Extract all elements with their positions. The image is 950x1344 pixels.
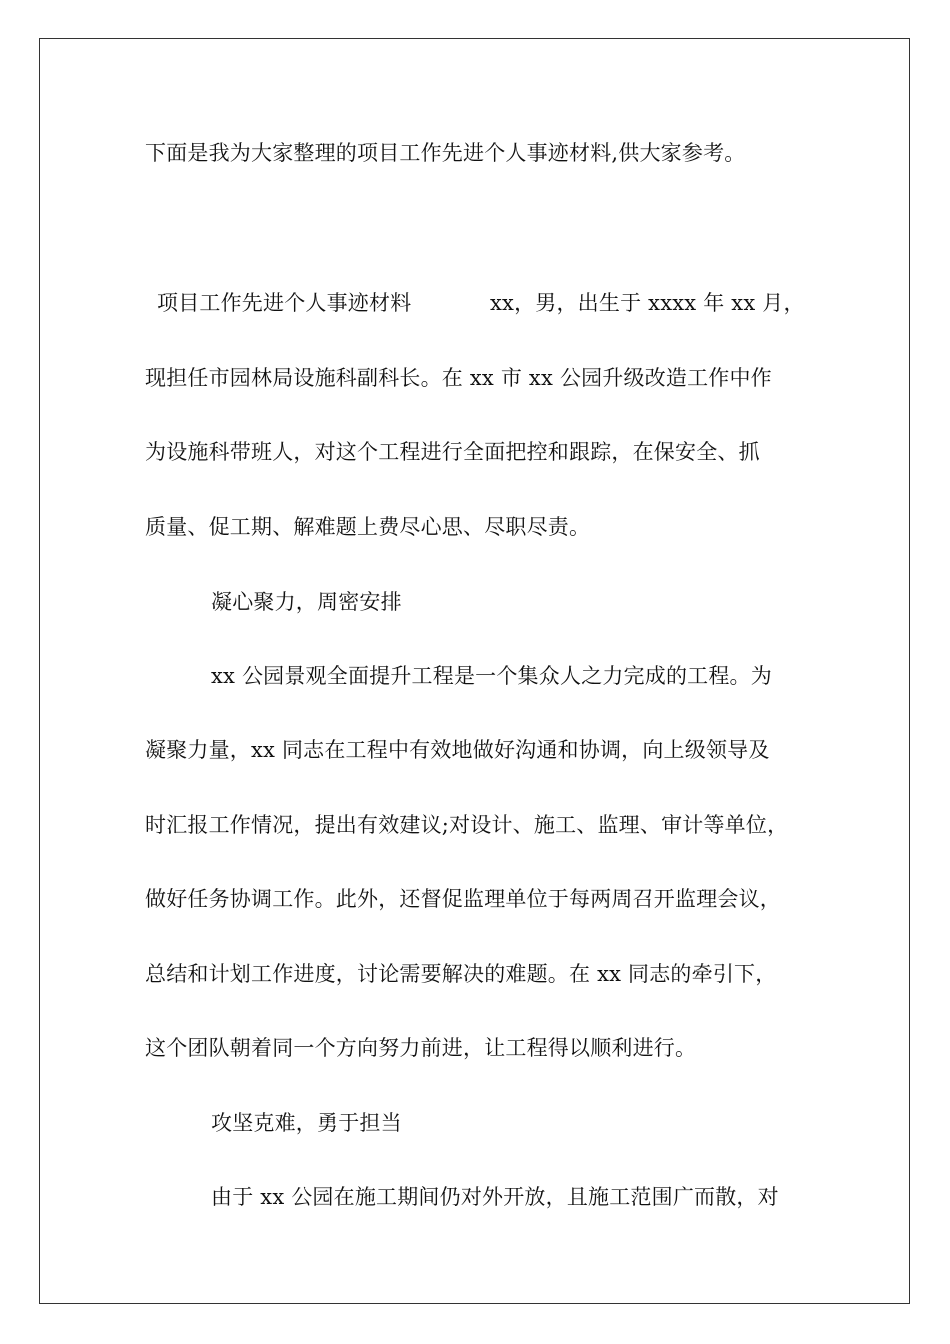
paragraph-line: 质量、促工期、解难题上费尽心思、尽职尽责。 xyxy=(145,515,591,539)
paragraph-line: 这个团队朝着同一个方向努力前进，让工程得以顺利进行。 xyxy=(145,1036,697,1060)
paragraph-line: 为设施科带班人，对这个工程进行全面把控和跟踪，在保安全、抓 xyxy=(145,440,760,464)
document-title: 项目工作先进个人事迹材料 xyxy=(157,291,412,315)
paragraph-line: 做好任务协调工作。此外，还督促监理单位于每两周召开监理会议， xyxy=(145,887,781,911)
intro-text: 下面是我为大家整理的项目工作先进个人事迹材料,供大家参考。 xyxy=(145,141,746,165)
paragraph-line: 总结和计划工作进度，讨论需要解决的难题。在 xx 同志的牵引下， xyxy=(145,962,777,986)
person-intro: xx，男，出生于 xxxx 年 xx 月， xyxy=(490,291,805,315)
section-heading-1: 凝心聚力，周密安排 xyxy=(211,590,402,614)
paragraph-line: 现担任市园林局设施科副科长。在 xx 市 xx 公园升级改造工作中作 xyxy=(145,366,772,390)
paragraph-line: 时汇报工作情况，提出有效建议;对设计、施工、监理、审计等单位， xyxy=(145,813,789,837)
paragraph-line: 由于 xx 公园在施工期间仍对外开放，且施工范围广而散，对 xyxy=(211,1185,779,1209)
paragraph-line: xx 公园景观全面提升工程是一个集众人之力完成的工程。为 xyxy=(211,664,772,688)
section-heading-2: 攻坚克难，勇于担当 xyxy=(211,1111,402,1135)
paragraph-line: 凝聚力量，xx 同志在工程中有效地做好沟通和协调，向上级领导及 xyxy=(145,738,770,762)
